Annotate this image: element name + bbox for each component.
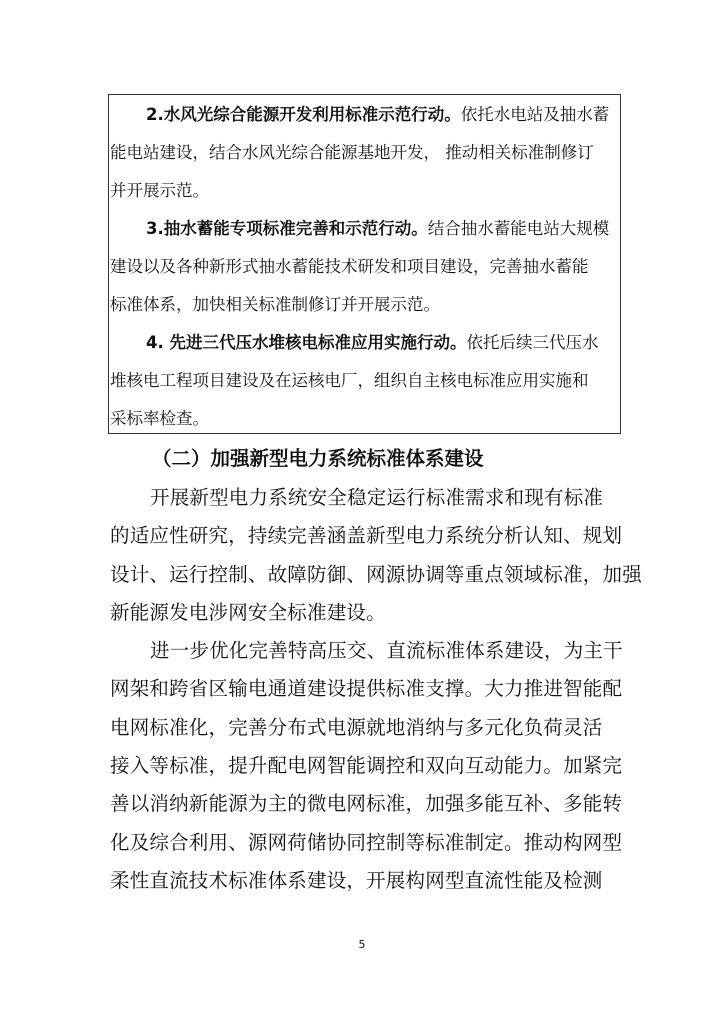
paragraph-2-line-6: 化及综合利用、源网荷储协同控制等标准制定。推动构网型 — [110, 831, 623, 854]
paragraph-2-line-7: 柔性直流技术标准体系建设，开展构网型直流性能及检测 — [110, 869, 603, 892]
paragraph-2-line-2: 网架和跨省区输电通道建设提供标准支撑。大力推进智能配 — [110, 677, 623, 700]
box-item-4-line-3: 采标率检查。 — [110, 409, 209, 428]
paragraph-2-line-5: 善以消纳新能源为主的微电网标准，加强多能互补、多能转 — [110, 792, 623, 815]
paragraph-1-line-4: 新能源发电涉网安全标准建设。 — [110, 601, 386, 624]
box-item-3-title: 3.抽水蓄能专项标准完善和示范行动。 — [146, 219, 428, 238]
box-item-2-line-3: 并开展示范。 — [110, 181, 209, 200]
box-item-2-line-2: 能电站建设，结合水风光综合能源基地开发， 推动相关标准制修订 — [110, 143, 594, 162]
box-item-4-line-1: 4. 先进三代压水堆核电标准应用实施行动。依托后续三代压水 — [146, 333, 599, 352]
paragraph-1-line-1: 开展新型电力系统安全稳定运行标准需求和现有标准 — [150, 486, 604, 509]
box-item-4-title: 4. 先进三代压水堆核电标准应用实施行动。 — [146, 333, 467, 352]
paragraph-2-line-4: 接入等标准，提升配电网智能调控和双向互动能力。加紧完 — [110, 754, 623, 777]
box-item-3-line-3: 标准体系，加快相关标准制修订并开展示范。 — [110, 295, 440, 314]
box-item-3-line-2: 建设以及各种新形式抽水蓄能技术研发和项目建设，完善抽水蓄能 — [110, 257, 589, 276]
paragraph-2-line-1: 进一步优化完善特高压交、直流标准体系建设，为主干 — [150, 639, 623, 662]
paragraph-1-line-3: 设计、运行控制、故障防御、网源协调等重点领域标准，加强 — [110, 563, 642, 586]
paragraph-2-line-3: 电网标准化，完善分布式电源就地消纳与多元化负荷灵活 — [110, 716, 603, 739]
section-heading: （二）加强新型电力系统标准体系建设 — [152, 447, 484, 470]
box-item-3-line-1: 3.抽水蓄能专项标准完善和示范行动。结合抽水蓄能电站大规模 — [146, 219, 610, 238]
paragraph-1-line-2: 的适应性研究，持续完善涵盖新型电力系统分析认知、规划 — [110, 524, 623, 547]
box-item-4-line-2: 堆核电工程项目建设及在运核电厂，组织自主核电标准应用实施和 — [110, 371, 589, 390]
box-item-2-line-1: 2.水风光综合能源开发利用标准示范行动。依托水电站及抽水蓄 — [146, 105, 610, 124]
page-number: 5 — [358, 938, 366, 951]
box-item-2-title: 2.水风光综合能源开发利用标准示范行动。 — [146, 105, 461, 124]
